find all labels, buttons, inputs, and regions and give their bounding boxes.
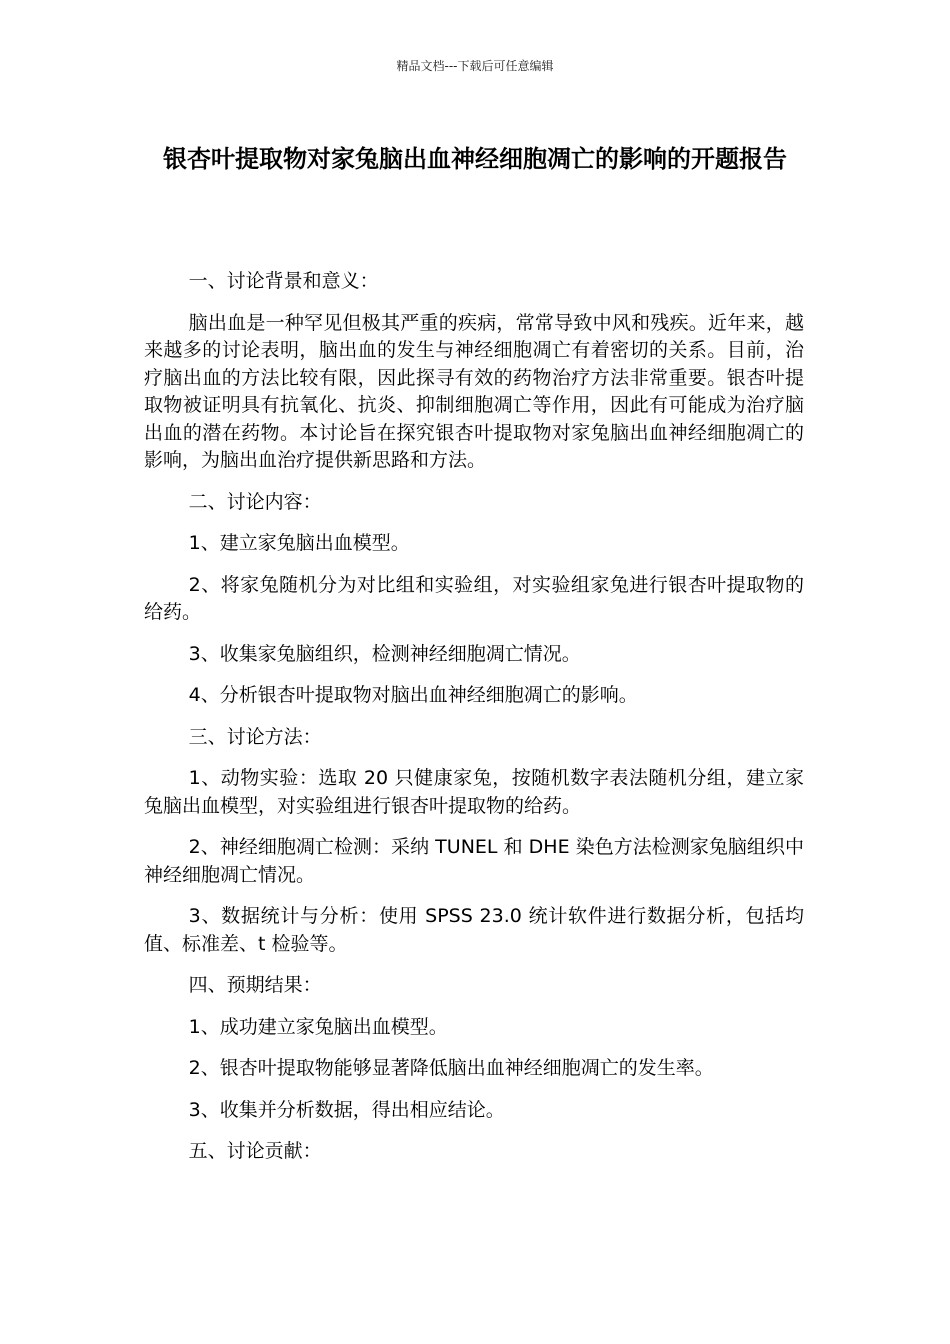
- document-body: [144, 268, 804, 1180]
- section-heading-background: 一、讨论背景和意义：: [188, 270, 379, 292]
- document-title: 银杏叶提取物对家兔脑出血神经细胞凋亡的影响的开题报告: [163, 145, 787, 173]
- list-item: 3、收集并分析数据，得出相应结论。: [188, 1098, 505, 1121]
- section-heading-content: 二、讨论内容：: [188, 490, 322, 513]
- section-heading-contribution: 五、讨论贡献：: [188, 1140, 322, 1162]
- list-item: 2、将家兔随机分为对比组和实验组，对实验组家兔进行银杏叶提取物的给药。: [144, 573, 804, 623]
- list-item: 1、建立家兔脑出血模型。: [188, 532, 410, 554]
- section-heading-methods: 三、讨论方法：: [188, 725, 322, 748]
- section-heading-expected-results: 四、预期结果：: [188, 974, 322, 996]
- paragraph-background: 脑出血是一种罕见但极其严重的疾病，常常导致中风和残疾。近年来，越来越多的讨论表明，脑出血的发生与神经细胞凋亡有着密切的关系。目前，治疗脑出血的方法比较有限，因此探寻有效的药物治疗方法非常重要。银杏叶提取物被证明具有抗氧化、抗炎、抑制细胞凋亡等作用，因此有可能成为治疗脑出血的潜在药物。本讨论旨在探究银杏叶提取物对家兔脑出血神经细胞凋亡的影响，为脑出血治疗提供新思路和方法。: [144, 311, 804, 471]
- list-item: 2、神经细胞凋亡检测：采纳 TUNEL 和 DHE 染色方法检测家兔脑组织中神经细胞凋亡情况。: [144, 836, 804, 886]
- list-item: 1、动物实验：选取 20 只健康家兔，按随机数字表法随机分组，建立家兔脑出血模型，对实验组进行银杏叶提取物的给药。: [144, 767, 804, 817]
- list-item: 1、成功建立家兔脑出血模型。: [188, 1015, 448, 1038]
- list-item: 2、银杏叶提取物能够显著降低脑出血神经细胞凋亡的发生率。: [188, 1057, 714, 1079]
- list-item: 4、分析银杏叶提取物对脑出血神经细胞凋亡的影响。: [188, 684, 638, 706]
- list-item: 3、收集家兔脑组织，检测神经细胞凋亡情况。: [188, 642, 581, 665]
- page-header: 精品文档---下载后可任意编辑: [396, 59, 554, 73]
- list-item: 3、数据统计与分析：使用 SPSS 23.0 统计软件进行数据分析，包括均值、标准差、t 检验等。: [144, 905, 804, 955]
